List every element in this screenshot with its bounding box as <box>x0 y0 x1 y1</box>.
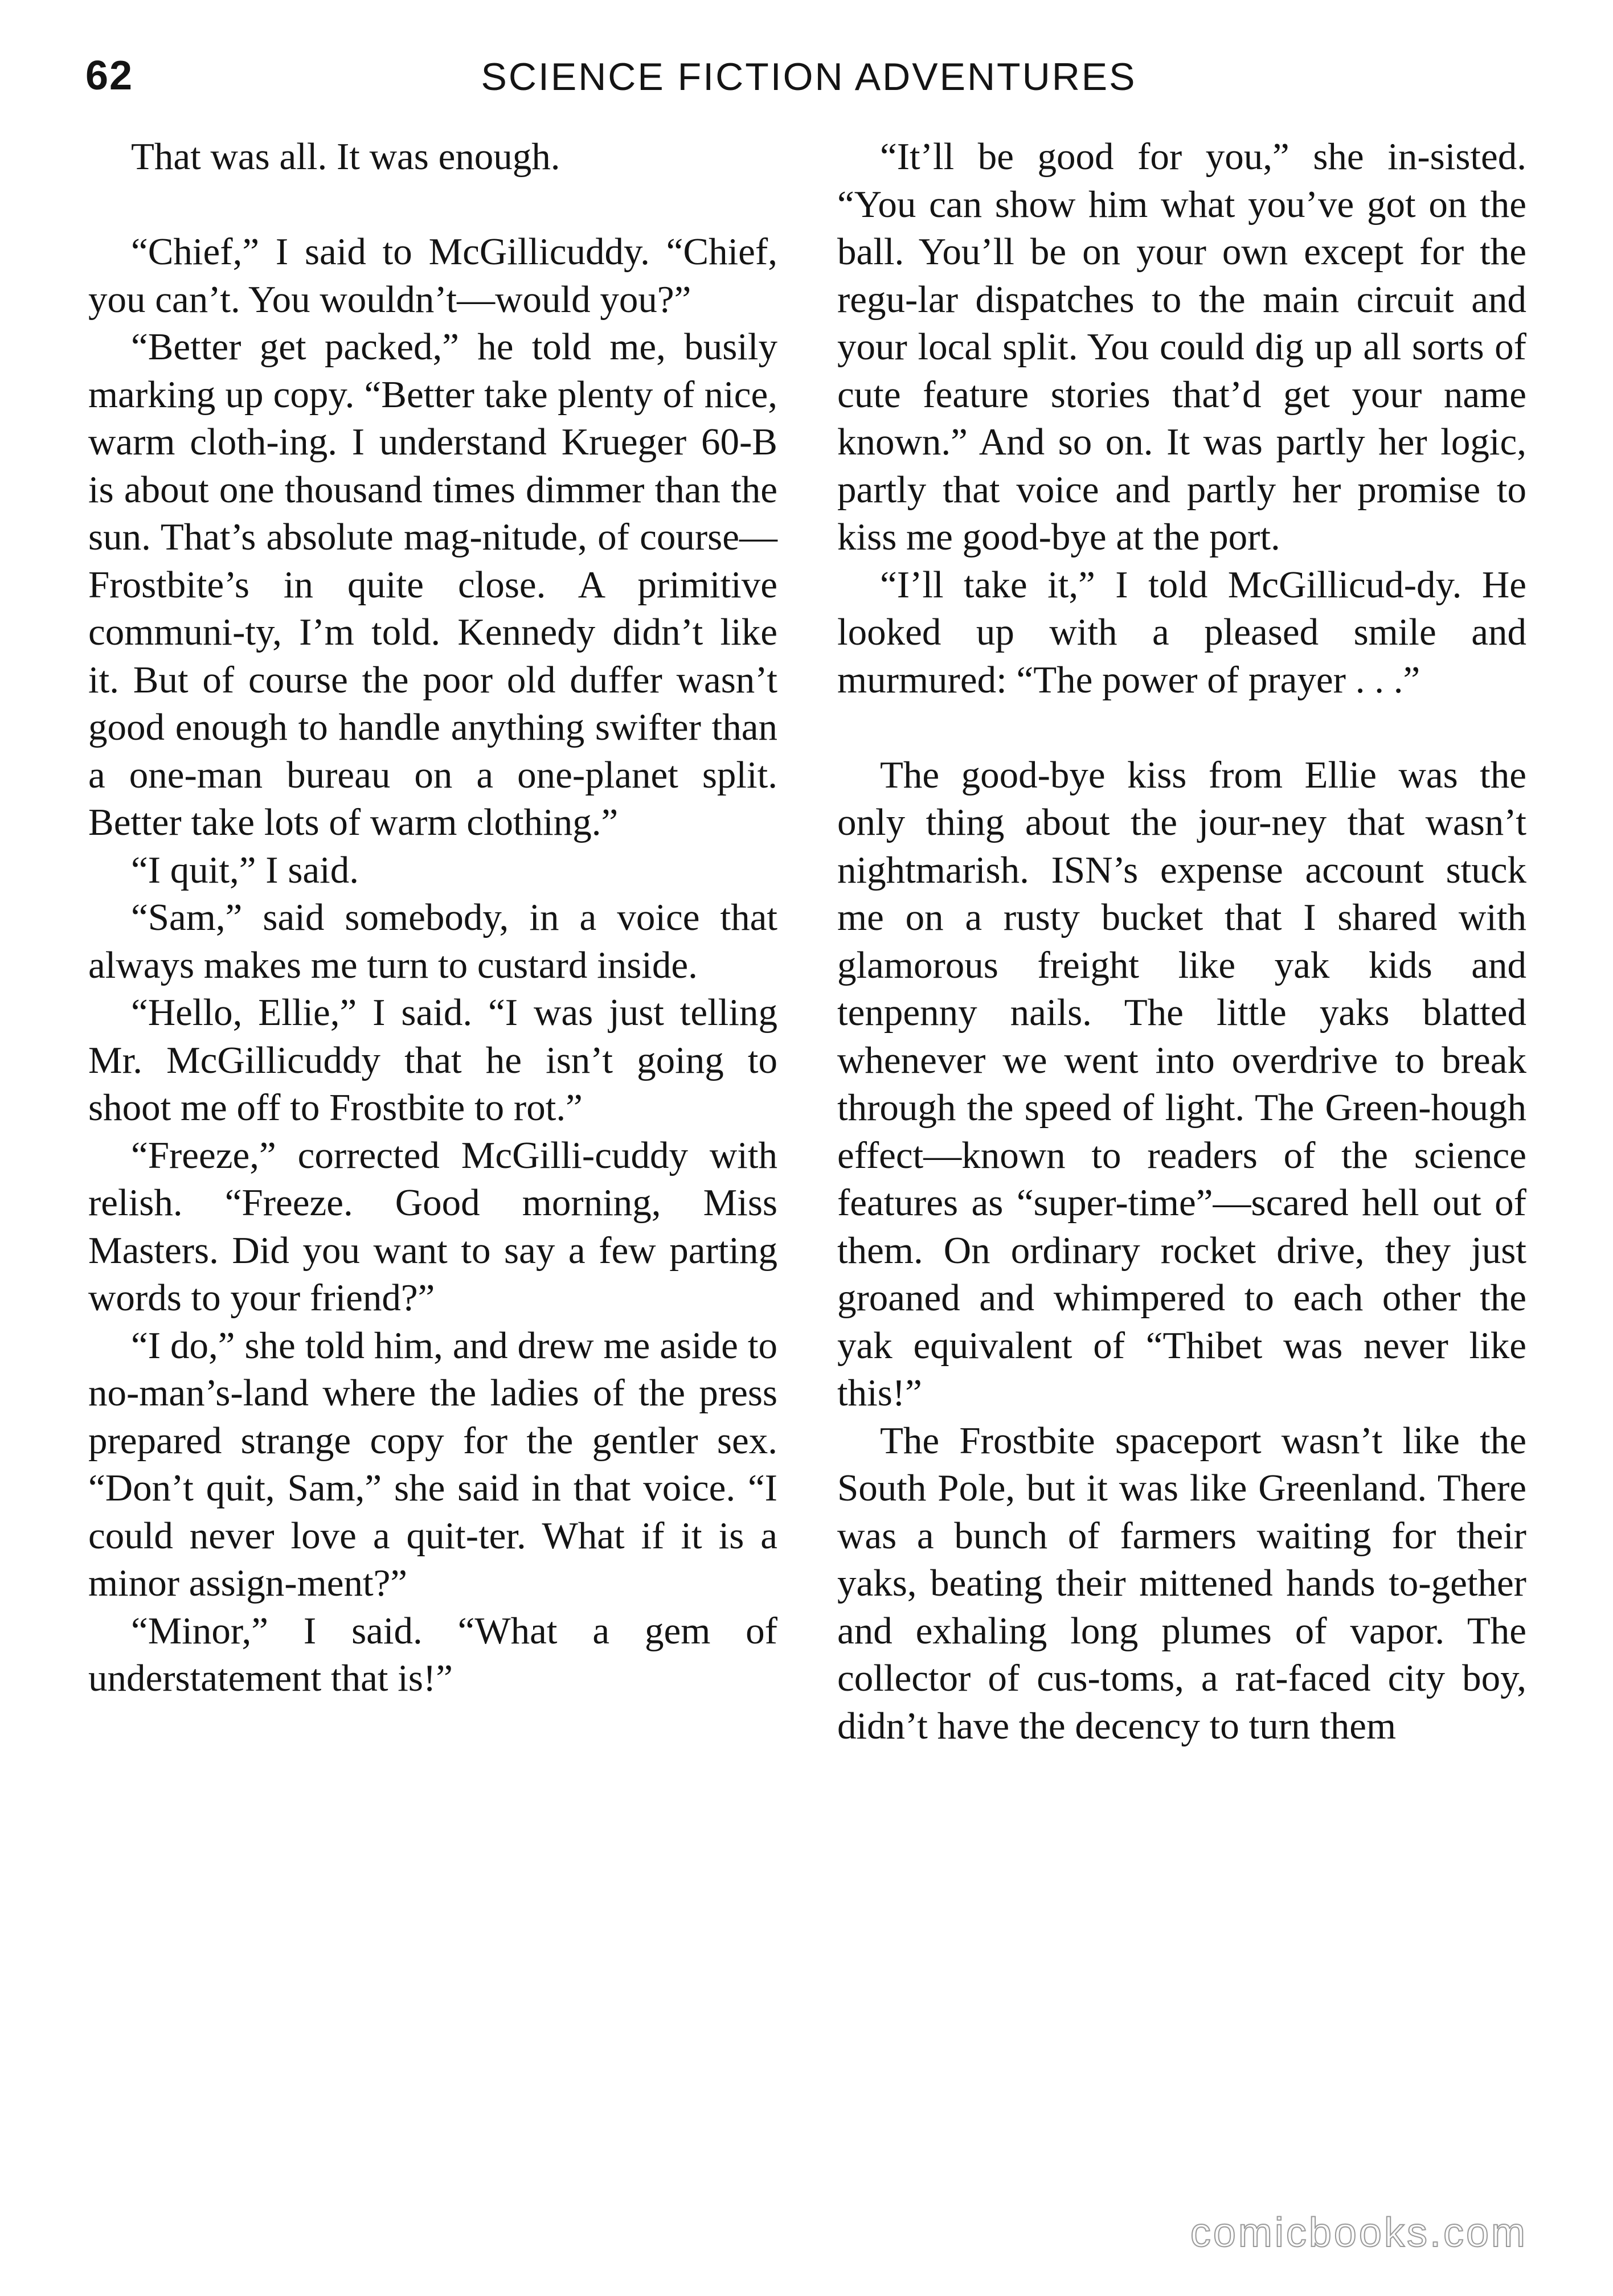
site-watermark: comicbooks.com <box>1190 2210 1528 2256</box>
paragraph: “I quit,” I said. <box>131 848 359 891</box>
left-column <box>88 133 777 1703</box>
paragraph: “Better get packed,” he told me, busily marking up copy. “Better take plenty of nice, warm cloth-ing. I understand Krueger 60-B is about one thousand times dimmer than the sun. That’s absolute mag-nitude, of course—Frostbite’s in quite close. A primitive communi-ty, I’m told. Kennedy didn’t like it. But of course the poor old duffer wasn’t good enough to handle anything swifter than a one-man bureau on a one-planet split. Better take lots of warm clothing.” <box>88 326 777 843</box>
paragraph: The good-bye kiss from Ellie was the only thing about the jour-ney that wasn’t nightmarish. ISN’s expense account stuck me on a rusty bucket that I shared with glamorous freight like yak kids and tenpenny nails. The little yaks blatted whenever we went into overdrive to break through the speed of light. The Green-hough effect—known to readers of the science features as “super-time”—scared hell out of them. On ordinary rocket drive, they just groaned and whimpered to each other the yak equivalent of “Thibet was never like this!” <box>837 753 1526 1414</box>
paragraph: “It’ll be good for you,” she in-sisted. “You can show him what you’ve got on the ball. You’ll be on your own except for the regu-lar dispatches to the main circuit and your local split. You could dig up all sorts of cute feature stories that’d get your name known.” And so on. It was partly her logic, partly that voice and partly her promise to kiss me good-bye at the port. <box>837 136 1526 558</box>
paragraph: “Freeze,” corrected McGilli-cuddy with relish. “Freeze. Good morning, Miss Masters. Did you want to say a few parting words to your friend?” <box>88 1134 777 1319</box>
paragraph: “Minor,” I said. “What a gem of understatement that is!” <box>88 1609 777 1699</box>
paragraph: The Frostbite spaceport wasn’t like the South Pole, but it was like Greenland. There was a bunch of farmers waiting for their yaks, beating their mittened hands to-gether and exhaling long plumes of vapor. The collector of cus-toms, a rat-faced city boy, didn’t have the decency to turn them <box>837 1419 1526 1747</box>
page-number: 62 <box>85 53 134 99</box>
right-column <box>837 133 1526 1750</box>
running-head: SCIENCE FICTION ADVENTURES <box>481 55 1137 99</box>
paragraph: “Chief,” I said to McGillicuddy. “Chief, you can’t. You wouldn’t—would you?” <box>88 231 777 321</box>
paragraph: “I’ll take it,” I told McGillicud-dy. He looked up with a pleased smile and murmured: “The power of prayer . . .” <box>837 563 1526 701</box>
paragraph: “Sam,” said somebody, in a voice that always makes me turn to custard inside. <box>88 896 777 986</box>
paragraph: “I do,” she told him, and drew me aside to no-man’s-land where the ladies of the press prepared strange copy for the gentler sex. “Don’t quit, Sam,” she said in that voice. “I could never love a quit-ter. What if it is a minor assign-ment?” <box>88 1324 777 1604</box>
paragraph: That was all. It was enough. <box>131 136 560 178</box>
paragraph: “Hello, Ellie,” I said. “I was just telling Mr. McGillicuddy that he isn’t going to shoot me off to Frostbite to rot.” <box>88 991 777 1129</box>
